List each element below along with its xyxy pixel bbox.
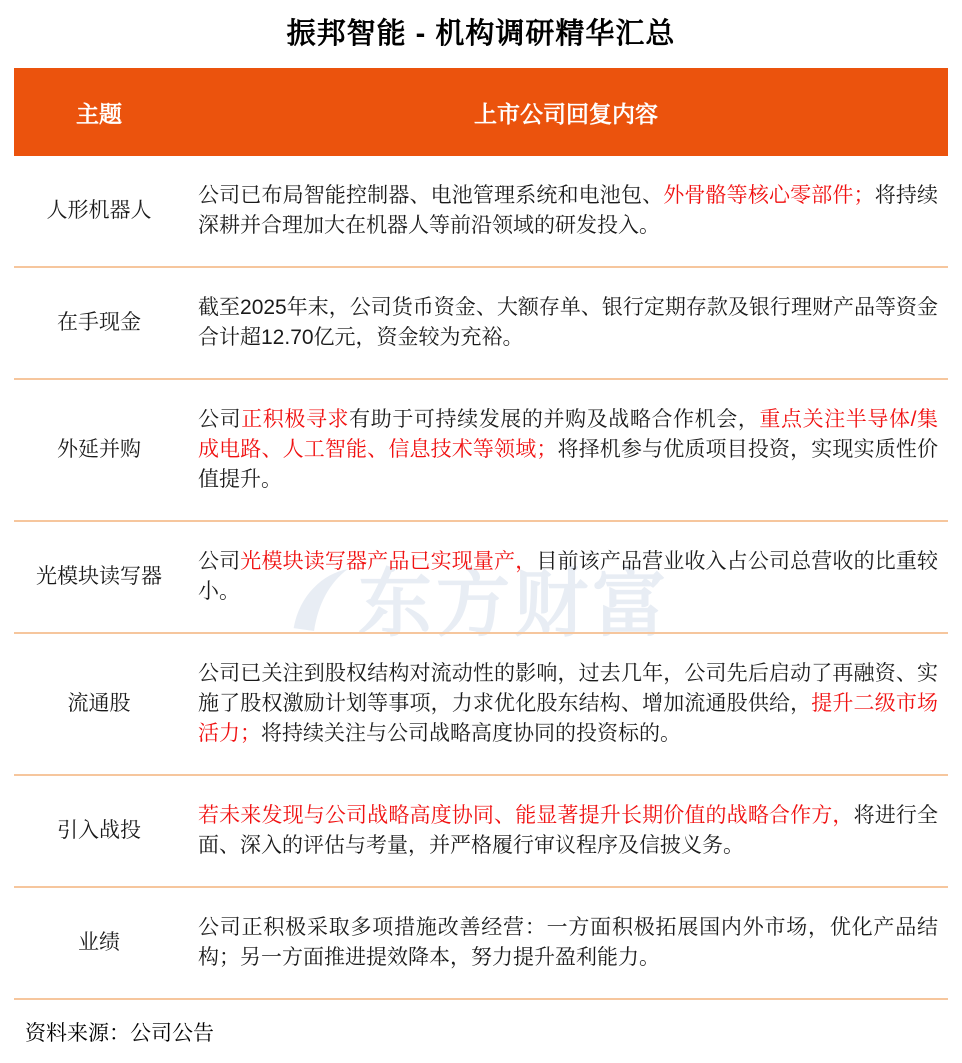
plain-text: 将进行全面、深入的评估与考量，并严格履行审议程序及信披义务。 [198, 804, 939, 857]
row-content [184, 659, 948, 749]
column-header-topic: 主题 [76, 100, 122, 127]
research-summary-card [0, 11, 962, 1063]
highlighted-text: 重点关注半导体/集成电路、人工智能、信息技术等领域； [198, 408, 938, 461]
table-body [14, 156, 948, 1000]
plain-text: 公司已关注到股权结构对流动性的影响，过去几年，公司先后启动了再融资、实施了股权激励计划等事项，力求优化股东结构、增加流通股供给， [198, 662, 938, 715]
plain-text: 公司正积极采取多项措施改善经营：一方面积极拓展国内外市场，优化产品结构；另一方面推进提效降本，努力提升盈利能力。 [198, 916, 938, 969]
row-topic: 人形机器人 [46, 199, 152, 222]
row-content [184, 405, 948, 495]
row-content [184, 181, 948, 241]
watermark-text: 东方财富 [358, 562, 670, 645]
highlighted-text: 若未来发现与公司战略高度协同、能显著提升长期价值的战略合作方， [198, 804, 854, 827]
table-row [14, 268, 948, 380]
plain-text: 将持续关注与公司战略高度协同的投资标的。 [261, 722, 681, 745]
row-topic: 流通股 [67, 692, 131, 715]
row-topic: 在手现金 [57, 311, 141, 334]
plain-text: 截至2025年末，公司货币资金、大额存单、银行定期存款及银行理财产品等资金合计超12.70亿元，资金较为充裕。 [198, 296, 938, 349]
table-row [14, 380, 948, 522]
plain-text: 将持续深耕并合理加大在机器人等前沿领域的研发投入。 [198, 184, 939, 237]
table-row [14, 522, 948, 634]
table-header-row [14, 68, 948, 156]
source-note: 资料来源：公司公告 [25, 1022, 214, 1045]
plain-text: 有助于可持续发展的并购及战略合作机会， [349, 408, 760, 431]
highlighted-text: 外骨骼等核心零部件； [663, 184, 875, 207]
row-content [184, 801, 948, 861]
highlighted-text: 正积极寻求 [241, 408, 350, 431]
table-row [14, 156, 948, 268]
plain-text: 公司已布局智能控制器、电池管理系统和电池包、 [198, 184, 664, 207]
table-row [14, 634, 948, 776]
highlighted-text: 光模块读写器产品已实现量产， [240, 550, 537, 573]
row-content [184, 547, 948, 607]
highlighted-text: 提升二级市场活力； [198, 692, 939, 745]
plain-text: 将择机参与优质项目投资，实现实质性价值提升。 [198, 438, 939, 491]
row-topic: 光模块读写器 [36, 565, 162, 588]
summary-table [14, 68, 948, 1000]
plain-text: 公司 [198, 408, 242, 431]
table-row [14, 776, 948, 888]
plain-text: 公司 [198, 550, 241, 573]
page-title: 振邦智能 - 机构调研精华汇总 [286, 18, 676, 50]
plain-text: 目前该产品营业收入占公司总营收的比重较小。 [198, 550, 939, 603]
row-topic: 外延并购 [57, 438, 141, 461]
row-content [184, 293, 948, 353]
column-header-content: 上市公司回复内容 [474, 100, 658, 127]
row-topic: 业绩 [78, 931, 120, 954]
row-content [184, 913, 948, 973]
row-topic: 引入战投 [57, 819, 141, 842]
table-row [14, 888, 948, 1000]
